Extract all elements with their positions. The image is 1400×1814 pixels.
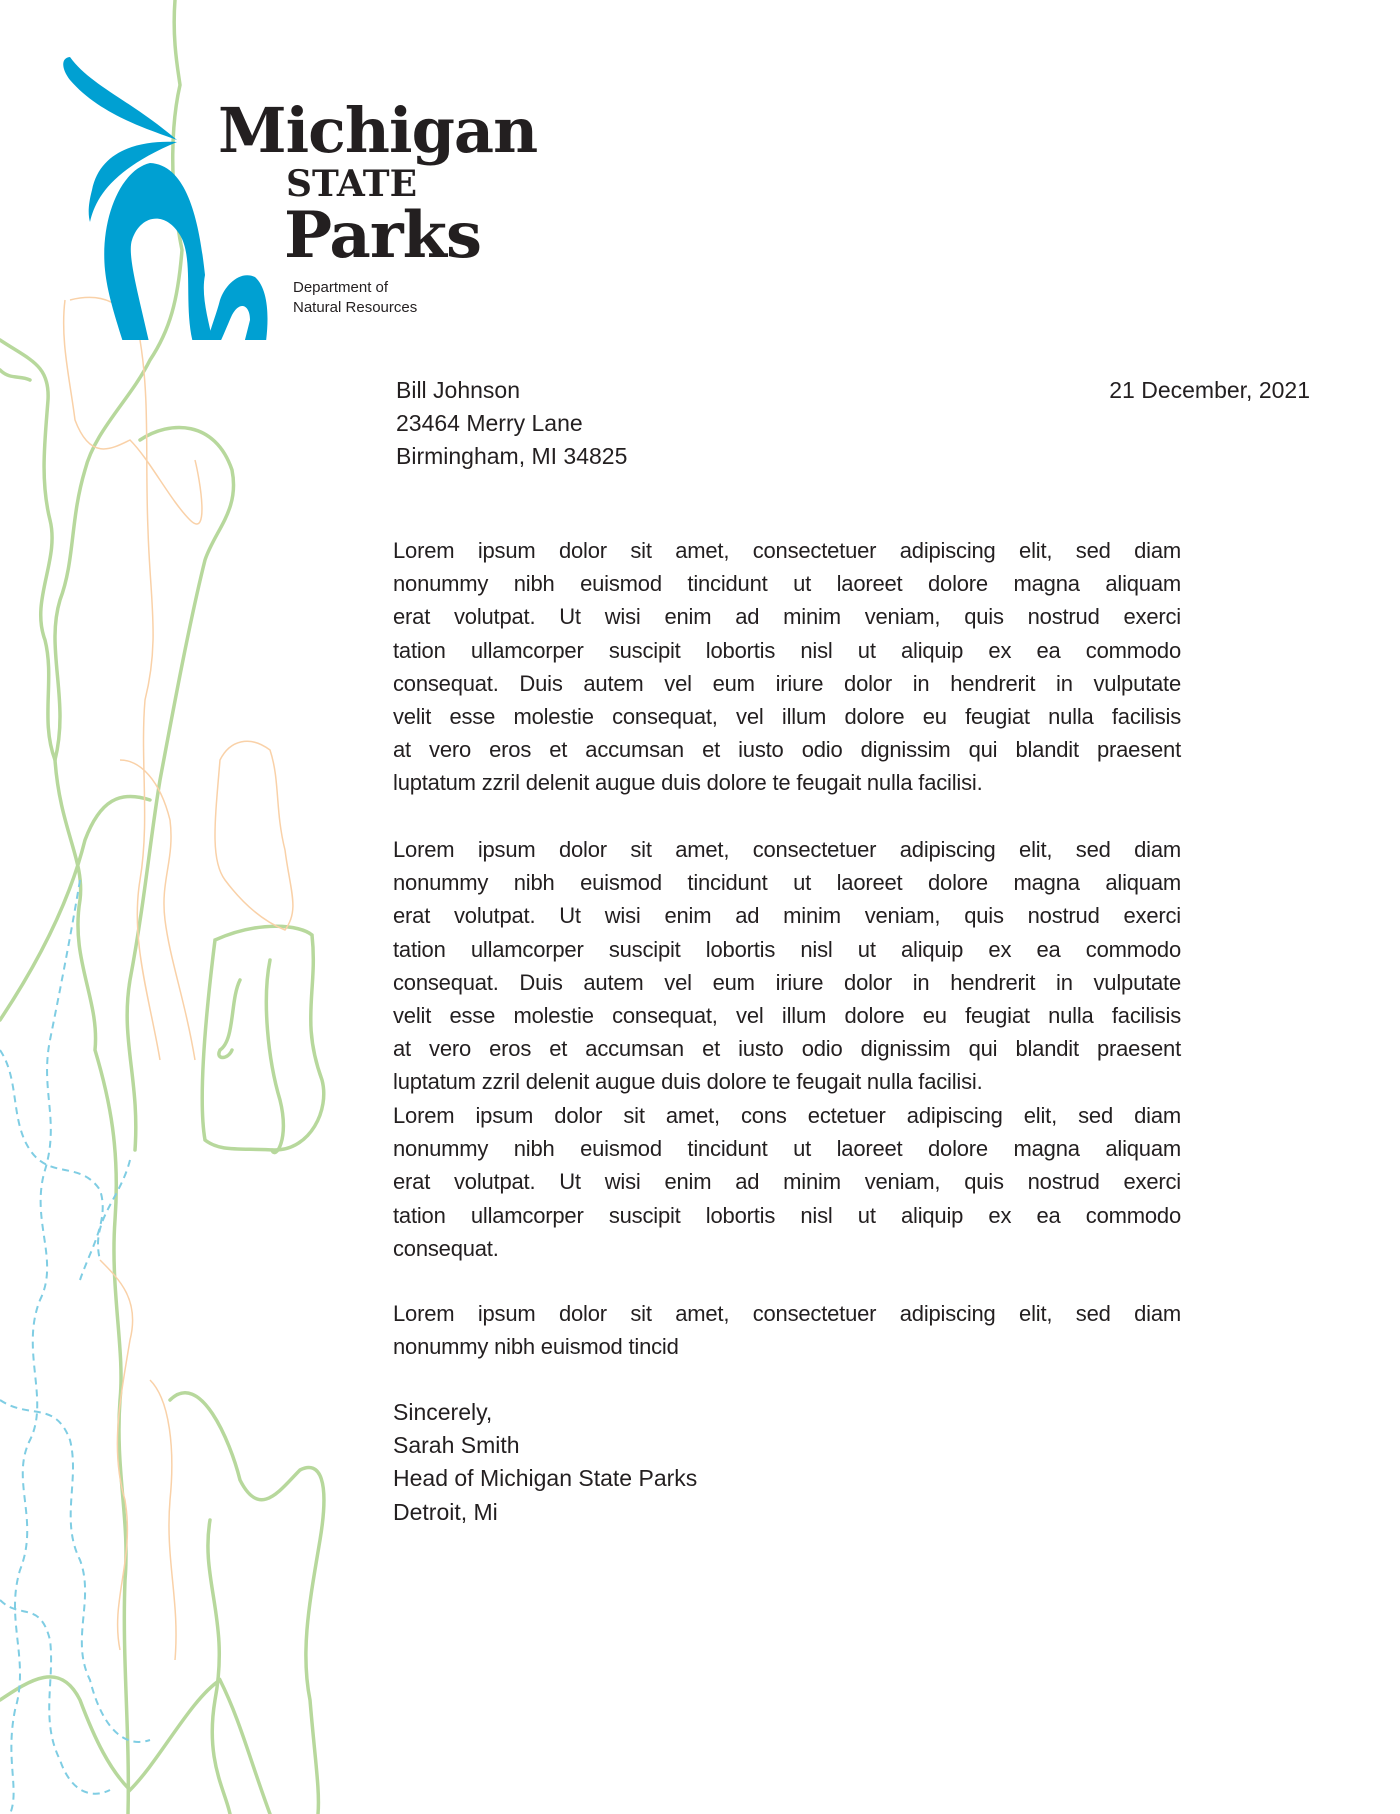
paragraph-line: consequat. Duis autem vel eum iriure dolor in hendrerit in vulputate <box>393 969 1181 995</box>
recipient-name: Bill Johnson <box>396 377 521 403</box>
paragraph-line: Lorem ipsum dolor sit amet, consectetuer adipiscing elit, sed diam <box>393 837 1181 862</box>
logo-dept-line2: Natural Resources <box>293 299 418 316</box>
paragraph-line: nonummy nibh euismod tincidunt ut laoreet dolore magna aliquam <box>393 870 1181 896</box>
signer-name: Sarah Smith <box>393 1432 520 1459</box>
paragraph-line: consequat. <box>393 1235 499 1261</box>
paragraph-line: Lorem ipsum dolor sit amet, consectetuer adipiscing elit, sed diam <box>393 538 1181 563</box>
body-paragraph-2 <box>393 833 1181 1099</box>
logo-title-state: STATE <box>286 163 418 205</box>
paragraph-line: at vero eros et accumsan et iusto odio dignissim qui blandit praesent <box>393 1036 1181 1062</box>
paragraph-line: nonummy nibh euismod tincidunt ut laoreet dolore magna aliquam <box>393 571 1181 597</box>
recipient-street: 23464 Merry Lane <box>396 410 583 437</box>
paragraph-line: velit esse molestie consequat, vel illum dolore eu feugiat nulla facilisis <box>393 704 1181 730</box>
paragraph-line: velit esse molestie consequat, vel illum dolore eu feugiat nulla facilisis <box>393 1003 1181 1029</box>
logo-mark-icon <box>0 0 280 340</box>
body-paragraph-3 <box>393 1099 1181 1265</box>
recipient-address <box>396 374 627 474</box>
signer-title: Head of Michigan State Parks <box>393 1465 698 1492</box>
body-paragraph-4 <box>393 1297 1181 1363</box>
logo-title-michigan: Michigan <box>218 94 538 167</box>
paragraph-line: Lorem ipsum dolor sit amet, cons ectetuer adipiscing elit, sed diam <box>393 1103 1181 1128</box>
paragraph-line: erat volutpat. Ut wisi enim ad minim veniam, quis nostrud exerci <box>393 1169 1181 1195</box>
logo-title-parks: Parks <box>284 198 481 273</box>
closing-block <box>393 1396 697 1529</box>
recipient-city: Birmingham, MI 34825 <box>396 443 628 470</box>
paragraph-line: tation ullamcorper suscipit lobortis nisl ut aliquip ex ea commodo <box>393 637 1181 663</box>
signer-location: Detroit, Mi <box>393 1498 498 1525</box>
paragraph-line: erat volutpat. Ut wisi enim ad minim veniam, quis nostrud exerci <box>393 903 1181 929</box>
paragraph-line: luptatum zzril delenit augue duis dolore te feugait nulla facilisi. <box>393 770 983 796</box>
paragraph-line: tation ullamcorper suscipit lobortis nisl ut aliquip ex ea commodo <box>393 1202 1181 1228</box>
paragraph-line: luptatum zzril delenit augue duis dolore te feugait nulla facilisi. <box>393 1069 983 1095</box>
letter-date: 21 December, 2021 <box>1109 377 1310 403</box>
paragraph-line: nonummy nibh euismod tincidunt ut laoreet dolore magna aliquam <box>393 1136 1181 1162</box>
paragraph-line: at vero eros et accumsan et iusto odio dignissim qui blandit praesent <box>393 737 1181 763</box>
paragraph-line: consequat. Duis autem vel eum iriure dolor in hendrerit in vulputate <box>393 670 1181 696</box>
paragraph-line: erat volutpat. Ut wisi enim ad minim veniam, quis nostrud exerci <box>393 604 1181 630</box>
paragraph-line: tation ullamcorper suscipit lobortis nisl ut aliquip ex ea commodo <box>393 936 1181 962</box>
body-paragraph-1 <box>393 534 1181 800</box>
logo-dept-line1: Department of <box>293 279 389 296</box>
michigan-state-parks-logo <box>0 0 560 330</box>
paragraph-line: nonummy nibh euismod tincid <box>393 1334 679 1360</box>
paragraph-line: Lorem ipsum dolor sit amet, consectetuer adipiscing elit, sed diam <box>393 1301 1181 1326</box>
closing-salutation: Sincerely, <box>393 1399 493 1425</box>
